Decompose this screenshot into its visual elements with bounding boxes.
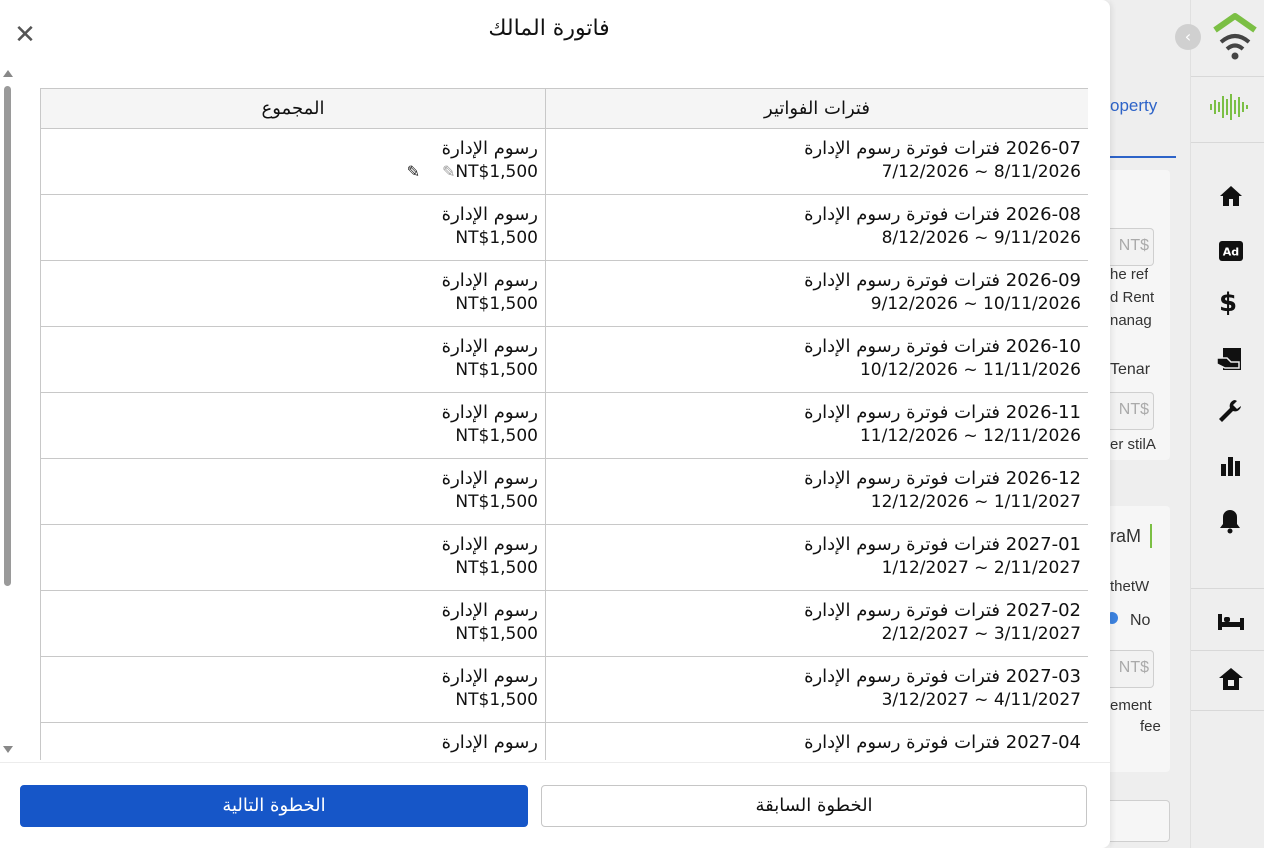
period-cell bbox=[546, 393, 1089, 459]
table-row bbox=[41, 723, 1089, 761]
fee-label: رسوم الإدارة bbox=[441, 732, 538, 753]
period-cell bbox=[546, 723, 1089, 761]
background-input-2[interactable]: NT$ bbox=[1110, 392, 1154, 430]
table-row bbox=[41, 525, 1089, 591]
nav-divider bbox=[1191, 710, 1264, 711]
nav-divider bbox=[1191, 76, 1264, 77]
period-month: 2027-04 bbox=[1005, 732, 1081, 753]
period-range: 9/12/2026 ~ 10/11/2026 bbox=[870, 294, 1081, 314]
period-month: 2026-07 bbox=[1005, 138, 1081, 159]
wrench-icon[interactable] bbox=[1217, 398, 1243, 424]
amount-value: NT$1,500 bbox=[455, 690, 538, 710]
background-text: fee bbox=[1140, 718, 1161, 735]
table-row bbox=[41, 261, 1089, 327]
period-label: فترات فوترة رسوم الإدارة bbox=[804, 468, 1001, 489]
background-tab-underline bbox=[1110, 156, 1176, 158]
period-range: 11/12/2026 ~ 12/11/2026 bbox=[859, 426, 1081, 446]
total-cell bbox=[41, 525, 546, 591]
fee-label: رسوم الإدارة bbox=[441, 600, 538, 621]
background-text: Tenar bbox=[1110, 361, 1151, 378]
table-row bbox=[41, 393, 1089, 459]
bell-icon[interactable] bbox=[1219, 508, 1241, 534]
modal-title: فاتورة المالك bbox=[488, 16, 610, 41]
period-month: 2027-01 bbox=[1005, 534, 1081, 555]
period-range: 8/12/2026 ~ 9/11/2026 bbox=[881, 228, 1081, 248]
period-month: 2027-02 bbox=[1005, 600, 1081, 621]
table-row bbox=[41, 657, 1089, 723]
bed-icon[interactable] bbox=[1216, 608, 1246, 632]
period-range: 7/12/2026 ~ 8/11/2026 bbox=[881, 162, 1081, 182]
scrollbar[interactable] bbox=[2, 70, 14, 760]
background-text: er stilA bbox=[1110, 436, 1156, 453]
table-row bbox=[41, 195, 1089, 261]
total-cell bbox=[41, 459, 546, 525]
column-header-total: المجموع bbox=[41, 89, 546, 129]
background-app bbox=[1110, 0, 1264, 848]
home-icon[interactable] bbox=[1218, 184, 1244, 208]
column-header-periods: فترات الفواتير bbox=[546, 89, 1089, 129]
nav-divider bbox=[1191, 650, 1264, 651]
period-label: فترات فوترة رسوم الإدارة bbox=[804, 270, 1001, 291]
fee-label: رسوم الإدارة bbox=[441, 534, 538, 555]
amount-value: NT$1,500 bbox=[455, 426, 538, 446]
background-green-bar bbox=[1150, 524, 1152, 548]
period-cell bbox=[546, 195, 1089, 261]
nav-divider bbox=[1191, 588, 1264, 589]
period-label: فترات فوترة رسوم الإدارة bbox=[804, 204, 1001, 225]
table-header-row bbox=[41, 89, 1089, 129]
total-cell bbox=[41, 327, 546, 393]
invoice-table bbox=[40, 88, 1088, 760]
invoice-table-body bbox=[41, 129, 1089, 761]
period-range: 12/12/2026 ~ 1/11/2027 bbox=[870, 492, 1081, 512]
contract-icon[interactable] bbox=[1215, 346, 1245, 374]
scroll-thumb[interactable] bbox=[4, 86, 11, 586]
background-input-1[interactable]: NT$ bbox=[1110, 228, 1154, 266]
period-month: 2026-11 bbox=[1005, 402, 1081, 423]
period-cell bbox=[546, 129, 1089, 195]
background-text: nanag bbox=[1110, 312, 1152, 329]
amount-value: NT$1,500 bbox=[455, 294, 538, 314]
total-cell bbox=[41, 261, 546, 327]
period-month: 2026-12 bbox=[1005, 468, 1081, 489]
close-icon[interactable]: ✕ bbox=[14, 20, 36, 50]
period-label: فترات فوترة رسوم الإدارة bbox=[804, 666, 1001, 687]
background-button[interactable] bbox=[1110, 800, 1170, 842]
svg-text:Ad: Ad bbox=[1222, 245, 1240, 259]
nav-divider bbox=[1191, 142, 1264, 143]
background-text: raM bbox=[1110, 526, 1141, 546]
total-cell bbox=[41, 195, 546, 261]
background-text: ement bbox=[1110, 697, 1152, 714]
fee-label: رسوم الإدارة bbox=[441, 402, 538, 423]
period-month: 2027-03 bbox=[1005, 666, 1081, 687]
background-input-3[interactable]: NT$ bbox=[1110, 650, 1154, 688]
period-range: 2/12/2027 ~ 3/11/2027 bbox=[881, 624, 1081, 644]
period-month: 2026-08 bbox=[1005, 204, 1081, 225]
ad-icon[interactable] bbox=[1218, 240, 1244, 262]
total-cell bbox=[41, 657, 546, 723]
scroll-down-arrow-icon[interactable] bbox=[3, 746, 13, 753]
period-cell bbox=[546, 261, 1089, 327]
period-label: فترات فوترة رسوم الإدارة bbox=[804, 600, 1001, 621]
logo-icon bbox=[1211, 12, 1259, 62]
fee-label: رسوم الإدارة bbox=[441, 666, 538, 687]
nav-rail bbox=[1184, 0, 1264, 848]
next-step-button[interactable]: الخطوة التالية bbox=[20, 785, 528, 827]
period-month: 2026-10 bbox=[1005, 336, 1081, 357]
table-row bbox=[41, 591, 1089, 657]
bar-chart-icon[interactable] bbox=[1219, 454, 1241, 478]
scroll-up-arrow-icon[interactable] bbox=[3, 70, 13, 77]
previous-step-button[interactable]: الخطوة السابقة bbox=[541, 785, 1087, 827]
period-label: فترات فوترة رسوم الإدارة bbox=[804, 336, 1001, 357]
period-range: 10/12/2026 ~ 11/11/2026 bbox=[859, 360, 1081, 380]
background-tab-property[interactable]: operty bbox=[1110, 96, 1158, 115]
fee-label: رسوم الإدارة bbox=[441, 468, 538, 489]
back-arrow-icon[interactable]: ‹ bbox=[1175, 24, 1201, 50]
fee-label: رسوم الإدارة bbox=[441, 204, 538, 225]
period-cell bbox=[546, 459, 1089, 525]
total-cell bbox=[41, 591, 546, 657]
background-panel bbox=[1110, 0, 1190, 848]
period-range: 3/12/2027 ~ 4/11/2027 bbox=[881, 690, 1081, 710]
amount-value: NT$1,500 bbox=[455, 558, 538, 578]
table-row bbox=[41, 459, 1089, 525]
background-radio-label: No bbox=[1130, 612, 1151, 629]
period-range: 1/12/2027 ~ 2/11/2027 bbox=[881, 558, 1081, 578]
table-row bbox=[41, 327, 1089, 393]
waveform-icon bbox=[1207, 90, 1251, 124]
period-cell bbox=[546, 591, 1089, 657]
period-label: فترات فوترة رسوم الإدارة bbox=[804, 534, 1001, 555]
total-cell bbox=[41, 393, 546, 459]
background-text: d Rent bbox=[1110, 289, 1155, 306]
total-cell bbox=[41, 129, 546, 195]
period-label: فترات فوترة رسوم الإدارة bbox=[804, 402, 1001, 423]
house-icon[interactable] bbox=[1217, 666, 1245, 692]
period-month: 2026-09 bbox=[1005, 270, 1081, 291]
background-text: thetW bbox=[1110, 578, 1150, 595]
fee-label: رسوم الإدارة bbox=[441, 138, 538, 159]
amount-value: NT$1,500 bbox=[455, 624, 538, 644]
period-label: فترات فوترة رسوم الإدارة bbox=[804, 138, 1001, 159]
total-cell bbox=[41, 723, 546, 761]
period-cell bbox=[546, 327, 1089, 393]
invoice-table-container bbox=[40, 88, 1088, 760]
edit-pencil-icon[interactable]: ✎ bbox=[406, 162, 420, 181]
footer-divider bbox=[0, 762, 1110, 763]
amount-value: NT$1,500 bbox=[455, 492, 538, 512]
amount-value: NT$1,500 bbox=[455, 228, 538, 248]
amount-value: NT$1,500 bbox=[455, 360, 538, 380]
fee-label: رسوم الإدارة bbox=[441, 336, 538, 357]
period-cell bbox=[546, 525, 1089, 591]
period-label: فترات فوترة رسوم الإدارة bbox=[804, 732, 1001, 753]
amount-value: NT$1,500 bbox=[455, 162, 538, 182]
pencil-icon[interactable]: ✎ bbox=[442, 162, 456, 181]
period-cell bbox=[546, 657, 1089, 723]
dollar-icon[interactable]: $ bbox=[1218, 288, 1238, 318]
table-row bbox=[41, 129, 1089, 195]
background-text: he ref bbox=[1110, 266, 1149, 283]
fee-label: رسوم الإدارة bbox=[441, 270, 538, 291]
